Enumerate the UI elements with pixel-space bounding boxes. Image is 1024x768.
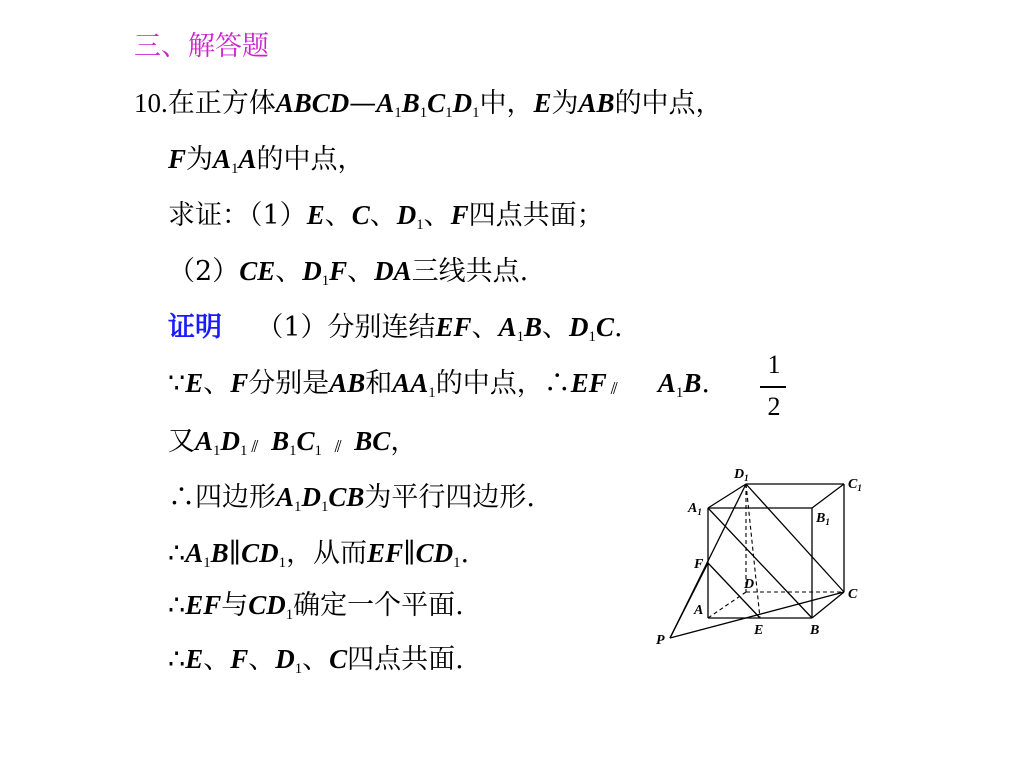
section-heading [134,30,269,64]
label-C1: $C_1$ [848,477,862,493]
section-heading-text: 三、解答题 [134,31,269,62]
proof-step2-end: 的中点，∴ [435,368,571,399]
label-C: C [848,587,858,602]
problem-line-1: 10.在正方体$ABCD—A_1B_1C_1D_1$中，E为AB的中点， [134,88,723,122]
proof-step3-pre: 又 [168,426,195,457]
prove-part1-end: 四点共面； [468,200,604,231]
problem-text-3: 的中点， [614,88,723,119]
proof-line-3: 又$A_1D_1$ ⫽ $B_1C_1$ ⫽ BC， [168,424,417,464]
problem-number: 10. [134,88,168,118]
problem-text-2: 为 [551,88,579,119]
prove-label: 求证：（1） [168,200,307,231]
because-symbol: ∵ [168,368,186,399]
label-F: F [694,557,704,572]
problem-mid-1: 中， [479,88,534,119]
proof-line-7: ∴E、F、$D_1$、C四点共面. [168,644,464,678]
label-D: D [744,577,755,592]
label-B1: $B_1$ [816,511,830,527]
proof-label: 证明 [168,312,222,343]
prove-part2: （2） [168,256,240,287]
therefore-symbol-3: ∴ [168,644,186,675]
parallel-equal-symbol-2: ⫽ [251,437,259,456]
proof-step2-mid: 分别是 [248,368,330,399]
proof-step2-and: 和 [365,368,393,399]
problem-text-1: 在正方体 [167,88,276,119]
label-A: A [694,603,704,618]
therefore-symbol-2: ∴ [168,590,186,621]
proof-line-5: $\therefore A_1B\parallel CD_1$，从而$EF\parallel CD_1$. [168,538,470,572]
proof-step7-end: 四点共面. [347,644,464,675]
proof-line-1: 证明 （1）分别连结EF、$A_1B$、$D_1C$. [168,312,623,346]
problem-line-2: F为$A_1A$的中点， [168,144,365,178]
proof-step1: （1）分别连结 [256,312,436,343]
prove-part2-end: 三线共点. [411,256,529,287]
parallel-equal-symbol-3: ⫽ [334,437,342,456]
proof-step4-end: 为平行四边形. [364,482,535,513]
fraction-numerator: 1 [767,350,781,379]
proof-step6-mid: 与 [221,590,249,621]
label-A1: $A_1$ [688,501,702,517]
proof-step4: ∴四边形 [168,482,276,513]
problem-line2-text: 为 [186,144,214,175]
fraction-bar [760,386,786,388]
prove-line-1: 求证：（1）E、C、$D_1$、F四点共面； [168,200,604,234]
problem-line2-text-b: 的中点， [256,144,365,175]
proof-line-4: ∴四边形$A_1D_1CB$为平行四边形. [168,482,535,516]
proof-line-6: ∴EF与$CD_1$确定一个平面. [168,590,464,624]
parallel-equal-symbol: ⫽ [610,379,618,398]
proof-step6-end: 确定一个平面. [293,590,464,621]
proof-line-2: ∵E、F分别是AB和$AA_1$的中点，∴EF ⫽ $A_1B$. [168,366,710,406]
label-P: P [656,633,665,648]
prove-line-2: （2）CE、$D_1F$、DA三线共点. [168,256,529,290]
therefore-symbol-1: ∴ [168,538,186,569]
label-D1: $D_1$ [734,467,749,483]
cube-figure [652,462,872,652]
fraction-denominator: 2 [767,392,781,421]
proof-step5-mid: ，从而 [286,538,368,569]
label-B: B [810,623,820,638]
label-E: E [754,623,764,638]
